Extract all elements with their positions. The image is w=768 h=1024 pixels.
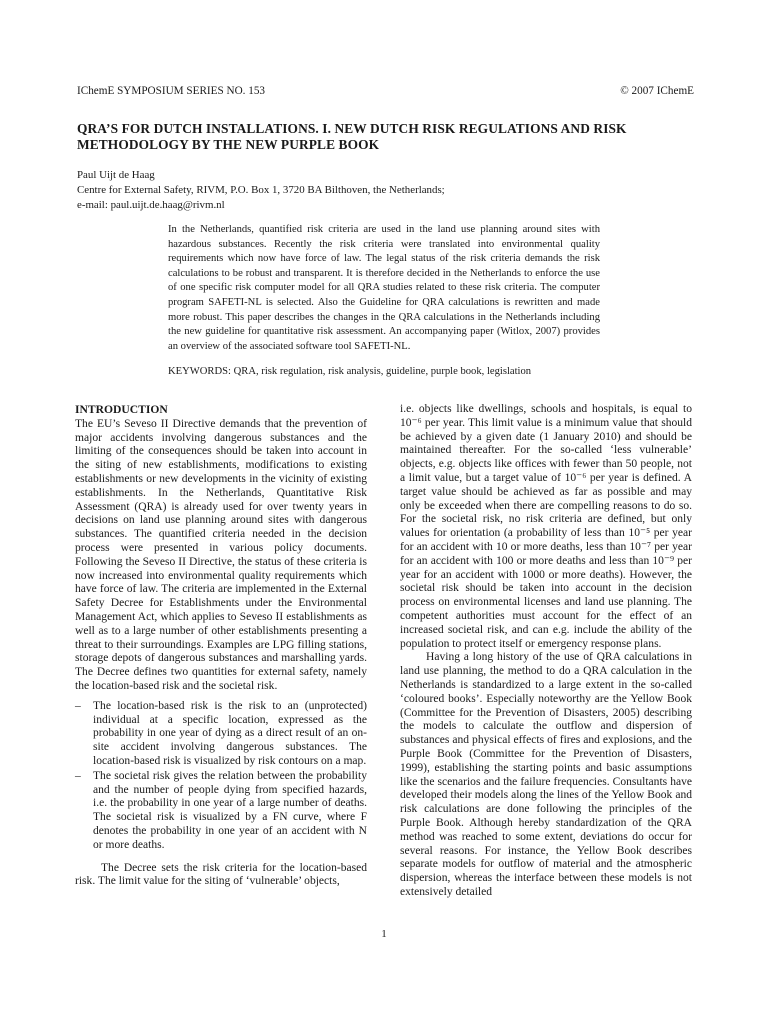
author-email: e-mail: paul.uijt.de.haag@rivm.nl <box>77 199 225 211</box>
intro-paragraph-1: The EU’s Seveso II Directive demands that the prevention of major accidents involving dangerous substances and the limiting of the consequences should be taken into account in the siting of new establishments, modifications to existing establishments or new developments in the vicinity of existing establishments. In the Netherlands, Quantitative Risk Assessment (QRA) is already used for over twenty years in decisions on land use planning around sites with dangerous substances. The quantified criteria needed in the decision process were presented in various policy documents. Following the Seveso II Directive, the status of these criteria is now increased into environmental quality requirements which have force of law. The criteria are implemented in the External Safety Decree for Establishments under the Environmental Management Act, which applies to Seveso II establishments as well as to a large number of other establishments presenting a threat to their surroundings. Examples are LPG filling stations, storage depots of dangerous substances and marshalling yards. The Decree defines two quantities for external safety, namely the location-based risk and the societal risk. <box>75 417 367 692</box>
list-item-societal-risk: The societal risk gives the relation between the probability and the number of people dying from specified hazards, i.e. the probability in one year of a large number of deaths. The societal risk is visualized by a FN curve, where F denotes the probability in one year of an accident with N or more deaths. <box>93 769 367 851</box>
bullet-dash: – <box>75 699 81 712</box>
right-paragraph-2: Having a long history of the use of QRA calculations in land use planning, the method to do a QRA calculation in the Netherlands is standardized to a large extent in the so-called ‘coloured books’. Especially noteworthy are the Yellow Book (Committee for the Prevention of Disasters, 2005) describing the models to calculate the outflow and dispersion of substances and physical effects of fires and explosions, and the Purple Book (Committee for the Prevention of Disasters, 1999), establishing the starting points and basic assumptions like the scenarios and the failure frequencies. Consultants have developed their models along the lines of the Yellow Book and risk calculations are done following the principles of the Purple Book. Although hereby standardization of the QRA method was reached to some extent, deviations do occur for several reasons. For instance, the Yellow Book describes separate models for outflow of material and the atmospheric dispersion, whereas the interface between these models is not extensively detailed <box>400 651 692 898</box>
risk-definition-list <box>75 700 367 853</box>
running-header-series: IChemE SYMPOSIUM SERIES NO. 153 <box>77 85 266 97</box>
author-affiliation: Centre for External Safety, RIVM, P.O. Box 1, 3720 BA Bilthoven, the Netherlands; <box>77 184 445 196</box>
right-paragraph-1: i.e. objects like dwellings, schools and hospitals, is equal to 10⁻⁶ per year. This limit value is a minimum value that should be achieved by a given date (1 January 2010) and should be maintained thereafter. For the so-called ‘less vulnerable’ objects, e.g. objects like offices with fewer than 50 people, not a limit value, but a target value of 10⁻⁶ per year is defined. A target value should be achieved as far as possible and may only be exceeded when there are compelling reasons to do so. For the societal risk, no risk criteria are defined, but only values for orientation (a probability of less than 10⁻⁵ per year for an accident with 10 or more deaths, less than 10⁻⁷ per year for an accident with 100 or more deaths and less than 10⁻⁹ per year for an accident with 1000 or more deaths). However, the societal risk should be taken into account in the decision process on environmental licenses and land use planning. The competent authorities must account for the effect of an increased societal risk, and can e.g. include the ability of the population to protect itself or emergency response plans. <box>400 403 692 650</box>
right-column <box>400 403 692 900</box>
section-heading-introduction: INTRODUCTION <box>75 403 168 416</box>
keywords: KEYWORDS: QRA, risk regulation, risk analysis, guideline, purple book, legislation <box>168 366 532 377</box>
bullet-dash: – <box>75 769 81 782</box>
list-item <box>75 700 367 769</box>
left-column <box>75 403 367 889</box>
list-item <box>75 770 367 853</box>
paper-title: QRA’S FOR DUTCH INSTALLATIONS. I. NEW DUTCH RISK REGULATIONS AND RISK METHODOLOGY BY THE NEW PURPLE BOOK <box>77 121 627 152</box>
list-item-location-based-risk: The location-based risk is the risk to an (unprotected) individual at a specific location, expressed as the probability in one year of dying as a direct result of an on-site accident involving dangerous substances. The location-based risk is visualized by risk contours on a map. <box>93 699 367 767</box>
abstract: In the Netherlands, quantified risk criteria are used in the land use planning around sites with hazardous substances. Recently the risk criteria were translated into environmental quality requirements which now have force of law. The legal status of the risk criteria demands the risk calculations to be robust and transparent. It is therefore decided in the Netherlands to enforce the use of one specific risk computer model for all QRA studies related to these risk criteria. The computer program SAFETI-NL is selected. Also the Guideline for QRA calculations is rewritten and made more robust. This paper describes the changes in the QRA calculations in the Netherlands including the new guideline for quantitative risk assessment. An accompanying paper (Witlox, 2007) provides an overview of the associated software tool SAFETI-NL. <box>168 224 600 352</box>
page-number: 1 <box>381 928 387 940</box>
intro-paragraph-2: The Decree sets the risk criteria for the location-based risk. The limit value for the siting of ‘vulnerable’ objects, <box>75 861 367 888</box>
author-block <box>77 168 445 213</box>
running-header-copyright: © 2007 IChemE <box>620 85 694 97</box>
author-name: Paul Uijt de Haag <box>77 169 155 181</box>
